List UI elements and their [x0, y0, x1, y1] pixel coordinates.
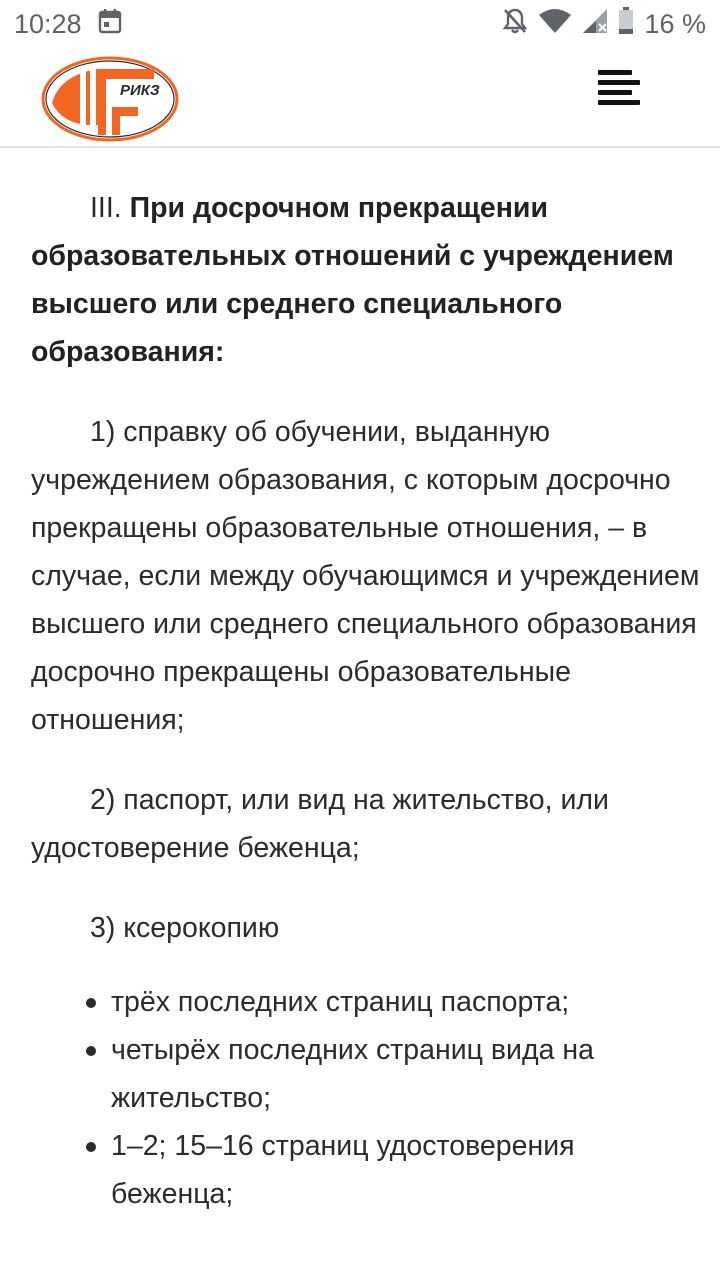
logo-text: РИКЗ [120, 82, 160, 99]
calendar-icon [98, 8, 122, 41]
battery-percent: 16 % [644, 8, 706, 39]
requirement-item-3: 3) ксерокопию [90, 912, 280, 944]
status-time: 10:28 [14, 8, 82, 39]
copy-pages-list [31, 978, 701, 1218]
battery-icon [618, 7, 634, 42]
site-logo[interactable] [40, 55, 180, 143]
bullet-icon [86, 1142, 96, 1152]
document-content [31, 184, 701, 1218]
list-item: четырёх последних страниц вида на жительство; [31, 1026, 701, 1122]
section-heading [31, 184, 701, 376]
list-item: 1–2; 15–16 страниц удостоверения беженца; [31, 1122, 701, 1218]
site-header [0, 48, 720, 148]
status-bar [0, 0, 720, 48]
notifications-off-icon [502, 7, 528, 42]
bullet-icon [86, 998, 96, 1008]
section-title: При досрочном прекращении образовательных отношений с учреждением высшего или среднего специального образования: [31, 192, 674, 368]
section-number: III. [90, 192, 122, 224]
list-item: трёх последних страниц паспорта; [31, 978, 701, 1026]
bullet-icon [86, 1046, 96, 1056]
requirement-item-1: 1) справку об обучении, выданную учреждением образования, с которым досрочно прекращены образовательные отношения, – в случае, если между обучающимся и учреждением высшего или среднего специального образования досрочно прекращены образовательные отношения; [31, 416, 700, 736]
signal-icon [582, 8, 608, 41]
menu-icon[interactable] [598, 70, 642, 110]
wifi-icon [538, 8, 572, 41]
requirement-item-2: 2) паспорт, или вид на жительство, или удостоверение беженца; [31, 784, 609, 864]
